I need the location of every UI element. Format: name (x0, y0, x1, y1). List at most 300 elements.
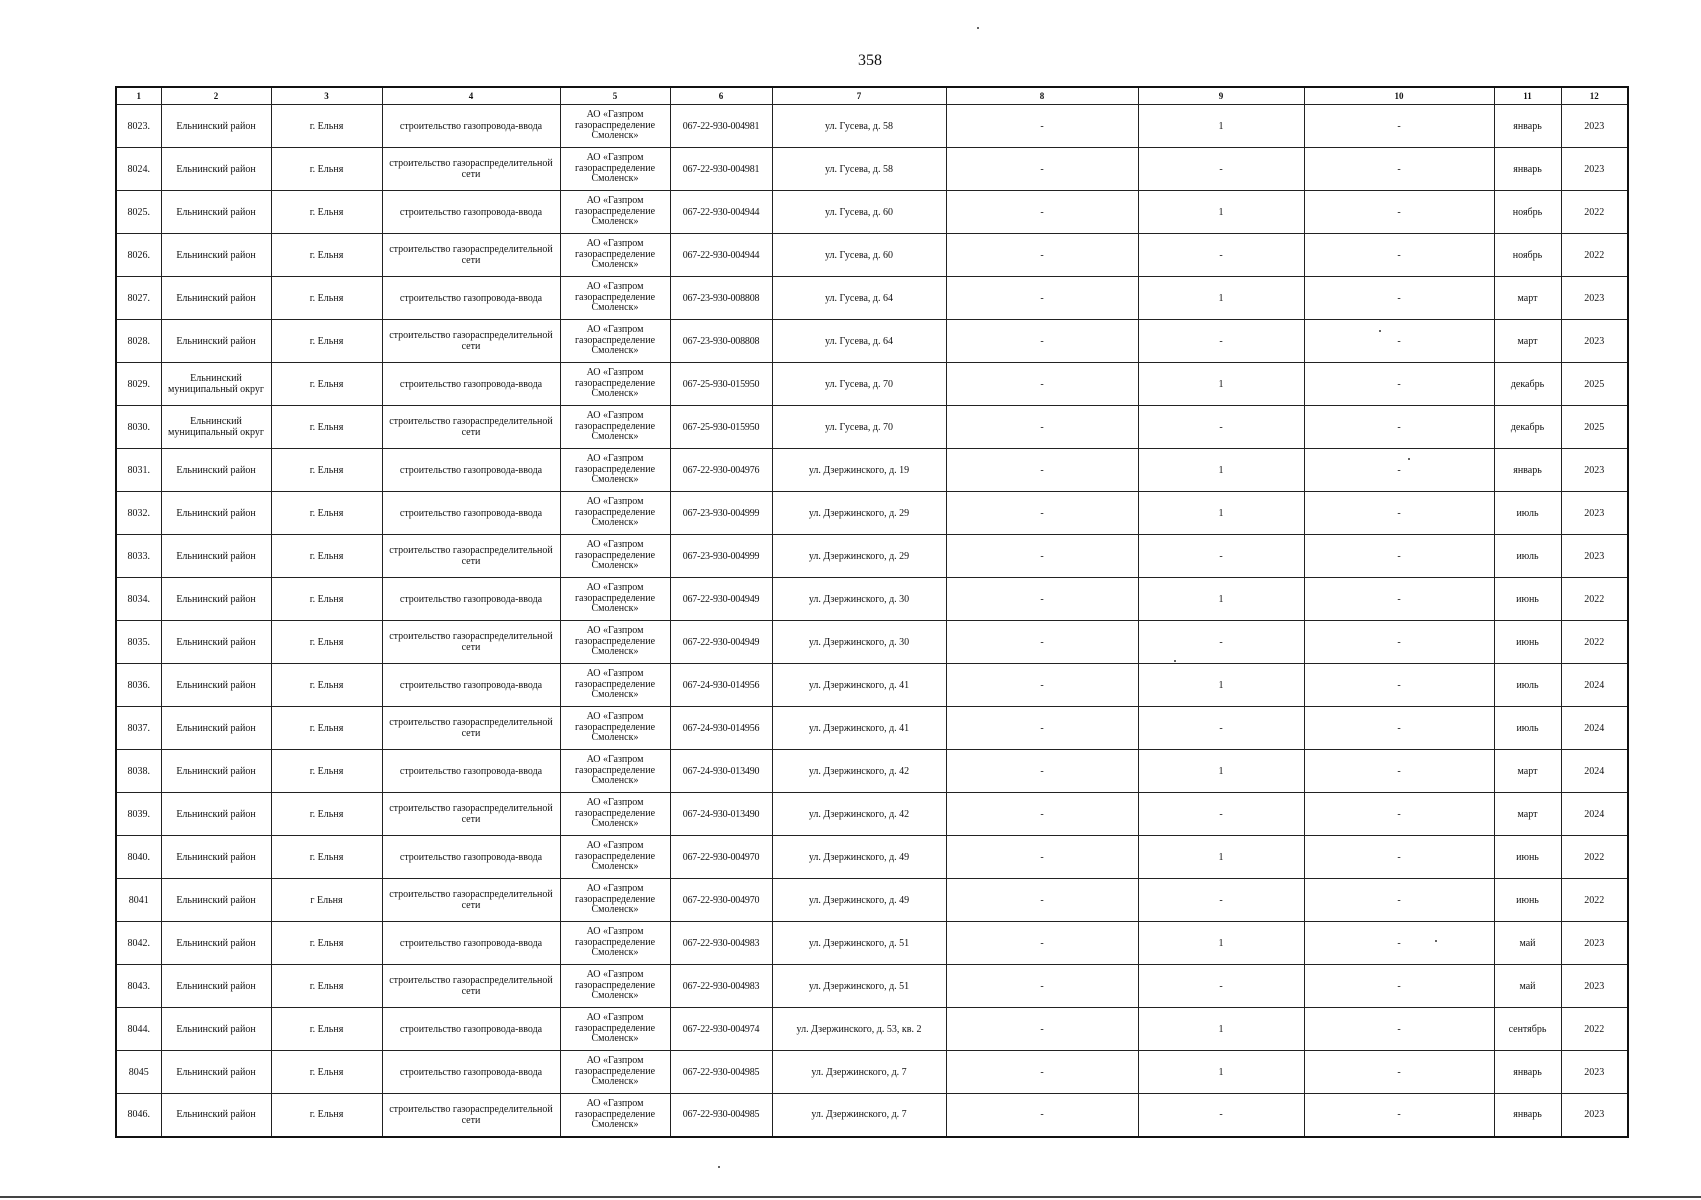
locality-cell: г. Ельня (271, 836, 382, 879)
col-9-value-cell: - (1138, 707, 1304, 750)
page-number: 358 (858, 52, 882, 69)
address-cell: ул. Гусева, д. 64 (772, 277, 946, 320)
col-10-value-cell: - (1304, 363, 1494, 406)
locality-cell: г. Ельня (271, 707, 382, 750)
col-10-value-cell: - (1304, 148, 1494, 191)
row-number-cell: 8046. (116, 1094, 161, 1137)
col-8-value-cell: - (946, 707, 1138, 750)
row-number-cell: 8034. (116, 578, 161, 621)
table-row (116, 105, 1628, 148)
col-10-value-cell: - (1304, 793, 1494, 836)
scan-speck (1408, 458, 1410, 460)
registry-code-cell: 067-22-930-004983 (670, 965, 772, 1008)
year-cell: 2025 (1561, 363, 1628, 406)
organization-cell: АО «Газпром газораспределение Смоленск» (560, 105, 670, 148)
month-cell: июнь (1494, 879, 1561, 922)
col-9-value-cell: 1 (1138, 277, 1304, 320)
col-9-value-cell: 1 (1138, 1008, 1304, 1051)
row-number-cell: 8023. (116, 105, 161, 148)
col-9-value-cell: - (1138, 320, 1304, 363)
column-header-3: 3 (271, 87, 382, 105)
district-cell: Ельнинский район (161, 1051, 271, 1094)
year-cell: 2023 (1561, 320, 1628, 363)
district-cell: Ельнинский район (161, 879, 271, 922)
table-row (116, 879, 1628, 922)
col-9-value-cell: - (1138, 621, 1304, 664)
row-number-cell: 8045 (116, 1051, 161, 1094)
work-type-cell: строительство газопровода-ввода (382, 105, 560, 148)
col-10-value-cell: - (1304, 535, 1494, 578)
district-cell: Ельнинский муниципальный округ (161, 363, 271, 406)
work-type-cell: строительство газораспределительной сети (382, 234, 560, 277)
month-cell: июль (1494, 664, 1561, 707)
table-row (116, 234, 1628, 277)
address-cell: ул. Дзержинского, д. 41 (772, 707, 946, 750)
table-row (116, 148, 1628, 191)
table-row (116, 621, 1628, 664)
month-cell: июль (1494, 492, 1561, 535)
registry-code-cell: 067-22-930-004974 (670, 1008, 772, 1051)
organization-cell: АО «Газпром газораспределение Смоленск» (560, 578, 670, 621)
table-row (116, 836, 1628, 879)
col-8-value-cell: - (946, 406, 1138, 449)
column-header-5: 5 (560, 87, 670, 105)
col-8-value-cell: - (946, 492, 1138, 535)
table-header (116, 87, 1628, 105)
table-row (116, 363, 1628, 406)
work-type-cell: строительство газораспределительной сети (382, 535, 560, 578)
address-cell: ул. Гусева, д. 64 (772, 320, 946, 363)
col-10-value-cell: - (1304, 707, 1494, 750)
locality-cell: г. Ельня (271, 965, 382, 1008)
col-9-value-cell: 1 (1138, 449, 1304, 492)
row-number-cell: 8039. (116, 793, 161, 836)
year-cell: 2022 (1561, 836, 1628, 879)
month-cell: июнь (1494, 836, 1561, 879)
col-10-value-cell: - (1304, 578, 1494, 621)
col-8-value-cell: - (946, 1008, 1138, 1051)
registry-code-cell: 067-22-930-004981 (670, 105, 772, 148)
table-row (116, 320, 1628, 363)
organization-cell: АО «Газпром газораспределение Смоленск» (560, 922, 670, 965)
table-row (116, 535, 1628, 578)
locality-cell: г. Ельня (271, 922, 382, 965)
registry-code-cell: 067-23-930-008808 (670, 277, 772, 320)
address-cell: ул. Дзержинского, д. 41 (772, 664, 946, 707)
scan-speck (1379, 330, 1381, 332)
address-cell: ул. Дзержинского, д. 42 (772, 793, 946, 836)
col-9-value-cell: - (1138, 793, 1304, 836)
row-number-cell: 8024. (116, 148, 161, 191)
address-cell: ул. Гусева, д. 58 (772, 105, 946, 148)
col-9-value-cell: 1 (1138, 191, 1304, 234)
table-row (116, 277, 1628, 320)
organization-cell: АО «Газпром газораспределение Смоленск» (560, 148, 670, 191)
year-cell: 2024 (1561, 750, 1628, 793)
registry-code-cell: 067-23-930-004999 (670, 492, 772, 535)
work-type-cell: строительство газопровода-ввода (382, 1008, 560, 1051)
district-cell: Ельнинский район (161, 836, 271, 879)
year-cell: 2023 (1561, 277, 1628, 320)
organization-cell: АО «Газпром газораспределение Смоленск» (560, 1008, 670, 1051)
col-10-value-cell: - (1304, 492, 1494, 535)
col-10-value-cell: - (1304, 621, 1494, 664)
district-cell: Ельнинский район (161, 320, 271, 363)
registry-code-cell: 067-22-930-004944 (670, 191, 772, 234)
col-9-value-cell: 1 (1138, 578, 1304, 621)
organization-cell: АО «Газпром газораспределение Смоленск» (560, 234, 670, 277)
registry-code-cell: 067-25-930-015950 (670, 406, 772, 449)
table-row (116, 492, 1628, 535)
year-cell: 2024 (1561, 793, 1628, 836)
locality-cell: г. Ельня (271, 1051, 382, 1094)
year-cell: 2022 (1561, 1008, 1628, 1051)
col-8-value-cell: - (946, 793, 1138, 836)
registry-code-cell: 067-22-930-004983 (670, 922, 772, 965)
month-cell: сентябрь (1494, 1008, 1561, 1051)
address-cell: ул. Гусева, д. 70 (772, 406, 946, 449)
col-9-value-cell: - (1138, 406, 1304, 449)
address-cell: ул. Дзержинского, д. 53, кв. 2 (772, 1008, 946, 1051)
work-type-cell: строительство газораспределительной сети (382, 793, 560, 836)
address-cell: ул. Дзержинского, д. 19 (772, 449, 946, 492)
table-row (116, 664, 1628, 707)
organization-cell: АО «Газпром газораспределение Смоленск» (560, 664, 670, 707)
district-cell: Ельнинский район (161, 449, 271, 492)
month-cell: декабрь (1494, 363, 1561, 406)
locality-cell: г. Ельня (271, 406, 382, 449)
organization-cell: АО «Газпром газораспределение Смоленск» (560, 277, 670, 320)
organization-cell: АО «Газпром газораспределение Смоленск» (560, 965, 670, 1008)
work-type-cell: строительство газопровода-ввода (382, 363, 560, 406)
registry-table (115, 86, 1629, 1138)
column-header-12: 12 (1561, 87, 1628, 105)
column-header-6: 6 (670, 87, 772, 105)
month-cell: июль (1494, 707, 1561, 750)
year-cell: 2023 (1561, 965, 1628, 1008)
col-8-value-cell: - (946, 535, 1138, 578)
table-row (116, 1094, 1628, 1137)
organization-cell: АО «Газпром газораспределение Смоленск» (560, 793, 670, 836)
year-cell: 2022 (1561, 879, 1628, 922)
district-cell: Ельнинский район (161, 1008, 271, 1051)
district-cell: Ельнинский район (161, 492, 271, 535)
district-cell: Ельнинский район (161, 578, 271, 621)
column-header-8: 8 (946, 87, 1138, 105)
work-type-cell: строительство газопровода-ввода (382, 449, 560, 492)
column-header-10: 10 (1304, 87, 1494, 105)
organization-cell: АО «Газпром газораспределение Смоленск» (560, 1094, 670, 1137)
column-header-11: 11 (1494, 87, 1561, 105)
district-cell: Ельнинский район (161, 234, 271, 277)
row-number-cell: 8026. (116, 234, 161, 277)
registry-code-cell: 067-22-930-004985 (670, 1094, 772, 1137)
col-8-value-cell: - (946, 836, 1138, 879)
address-cell: ул. Дзержинского, д. 51 (772, 922, 946, 965)
year-cell: 2022 (1561, 191, 1628, 234)
registry-code-cell: 067-22-930-004985 (670, 1051, 772, 1094)
year-cell: 2023 (1561, 535, 1628, 578)
col-10-value-cell: - (1304, 406, 1494, 449)
locality-cell: г. Ельня (271, 277, 382, 320)
scan-speck (718, 1166, 720, 1168)
col-10-value-cell: - (1304, 1051, 1494, 1094)
row-number-cell: 8032. (116, 492, 161, 535)
organization-cell: АО «Газпром газораспределение Смоленск» (560, 363, 670, 406)
registry-code-cell: 067-22-930-004944 (670, 234, 772, 277)
locality-cell: г. Ельня (271, 621, 382, 664)
locality-cell: г. Ельня (271, 449, 382, 492)
registry-code-cell: 067-24-930-014956 (670, 664, 772, 707)
locality-cell: г. Ельня (271, 234, 382, 277)
month-cell: май (1494, 922, 1561, 965)
table-row (116, 449, 1628, 492)
month-cell: март (1494, 277, 1561, 320)
row-number-cell: 8041 (116, 879, 161, 922)
month-cell: март (1494, 750, 1561, 793)
work-type-cell: строительство газопровода-ввода (382, 922, 560, 965)
locality-cell: г. Ельня (271, 750, 382, 793)
row-number-cell: 8044. (116, 1008, 161, 1051)
col-8-value-cell: - (946, 1051, 1138, 1094)
row-number-cell: 8027. (116, 277, 161, 320)
header-row (116, 87, 1628, 105)
registry-code-cell: 067-22-930-004949 (670, 621, 772, 664)
address-cell: ул. Дзержинского, д. 51 (772, 965, 946, 1008)
col-10-value-cell: - (1304, 105, 1494, 148)
table-row (116, 1008, 1628, 1051)
work-type-cell: строительство газораспределительной сети (382, 621, 560, 664)
col-10-value-cell: - (1304, 449, 1494, 492)
address-cell: ул. Дзержинского, д. 30 (772, 578, 946, 621)
locality-cell: г. Ельня (271, 1094, 382, 1137)
locality-cell: г. Ельня (271, 664, 382, 707)
address-cell: ул. Гусева, д. 58 (772, 148, 946, 191)
locality-cell: г. Ельня (271, 578, 382, 621)
month-cell: январь (1494, 105, 1561, 148)
district-cell: Ельнинский район (161, 707, 271, 750)
table-row (116, 191, 1628, 234)
row-number-cell: 8033. (116, 535, 161, 578)
district-cell: Ельнинский район (161, 793, 271, 836)
locality-cell: г. Ельня (271, 535, 382, 578)
locality-cell: г. Ельня (271, 191, 382, 234)
col-9-value-cell: 1 (1138, 1051, 1304, 1094)
registry-code-cell: 067-22-930-004976 (670, 449, 772, 492)
table-row (116, 578, 1628, 621)
col-10-value-cell: - (1304, 750, 1494, 793)
table-row (116, 1051, 1628, 1094)
registry-code-cell: 067-24-930-013490 (670, 793, 772, 836)
col-10-value-cell: - (1304, 965, 1494, 1008)
month-cell: январь (1494, 1051, 1561, 1094)
work-type-cell: строительство газопровода-ввода (382, 664, 560, 707)
registry-code-cell: 067-24-930-013490 (670, 750, 772, 793)
table-row (116, 707, 1628, 750)
year-cell: 2025 (1561, 406, 1628, 449)
row-number-cell: 8035. (116, 621, 161, 664)
col-10-value-cell: - (1304, 922, 1494, 965)
col-9-value-cell: 1 (1138, 105, 1304, 148)
col-10-value-cell: - (1304, 1008, 1494, 1051)
row-number-cell: 8036. (116, 664, 161, 707)
work-type-cell: строительство газораспределительной сети (382, 320, 560, 363)
district-cell: Ельнинский муниципальный округ (161, 406, 271, 449)
col-8-value-cell: - (946, 234, 1138, 277)
col-8-value-cell: - (946, 621, 1138, 664)
district-cell: Ельнинский район (161, 105, 271, 148)
month-cell: март (1494, 793, 1561, 836)
work-type-cell: строительство газопровода-ввода (382, 836, 560, 879)
work-type-cell: строительство газораспределительной сети (382, 406, 560, 449)
col-9-value-cell: - (1138, 535, 1304, 578)
organization-cell: АО «Газпром газораспределение Смоленск» (560, 320, 670, 363)
organization-cell: АО «Газпром газораспределение Смоленск» (560, 836, 670, 879)
district-cell: Ельнинский район (161, 922, 271, 965)
col-8-value-cell: - (946, 277, 1138, 320)
col-10-value-cell: - (1304, 320, 1494, 363)
organization-cell: АО «Газпром газораспределение Смоленск» (560, 1051, 670, 1094)
organization-cell: АО «Газпром газораспределение Смоленск» (560, 707, 670, 750)
year-cell: 2023 (1561, 449, 1628, 492)
locality-cell: г. Ельня (271, 148, 382, 191)
work-type-cell: строительство газораспределительной сети (382, 148, 560, 191)
district-cell: Ельнинский район (161, 664, 271, 707)
col-8-value-cell: - (946, 578, 1138, 621)
month-cell: июнь (1494, 578, 1561, 621)
locality-cell: г. Ельня (271, 105, 382, 148)
row-number-cell: 8042. (116, 922, 161, 965)
month-cell: июнь (1494, 621, 1561, 664)
registry-code-cell: 067-22-930-004981 (670, 148, 772, 191)
col-9-value-cell: 1 (1138, 363, 1304, 406)
address-cell: ул. Дзержинского, д. 29 (772, 492, 946, 535)
col-8-value-cell: - (946, 449, 1138, 492)
month-cell: май (1494, 965, 1561, 1008)
address-cell: ул. Дзержинского, д. 42 (772, 750, 946, 793)
locality-cell: г. Ельня (271, 793, 382, 836)
year-cell: 2022 (1561, 234, 1628, 277)
year-cell: 2022 (1561, 621, 1628, 664)
locality-cell: г Ельня (271, 879, 382, 922)
year-cell: 2023 (1561, 922, 1628, 965)
col-10-value-cell: - (1304, 1094, 1494, 1137)
month-cell: январь (1494, 1094, 1561, 1137)
row-number-cell: 8038. (116, 750, 161, 793)
table-row (116, 750, 1628, 793)
organization-cell: АО «Газпром газораспределение Смоленск» (560, 406, 670, 449)
registry-code-cell: 067-22-930-004970 (670, 879, 772, 922)
col-10-value-cell: - (1304, 191, 1494, 234)
registry-code-cell: 067-25-930-015950 (670, 363, 772, 406)
column-header-7: 7 (772, 87, 946, 105)
scan-bottom-edge (0, 1196, 1701, 1198)
table-row (116, 965, 1628, 1008)
col-8-value-cell: - (946, 320, 1138, 363)
table-row (116, 406, 1628, 449)
col-9-value-cell: 1 (1138, 492, 1304, 535)
organization-cell: АО «Газпром газораспределение Смоленск» (560, 879, 670, 922)
row-number-cell: 8040. (116, 836, 161, 879)
locality-cell: г. Ельня (271, 1008, 382, 1051)
work-type-cell: строительство газопровода-ввода (382, 1051, 560, 1094)
col-9-value-cell: 1 (1138, 922, 1304, 965)
registry-code-cell: 067-24-930-014956 (670, 707, 772, 750)
col-9-value-cell: 1 (1138, 664, 1304, 707)
col-9-value-cell: - (1138, 234, 1304, 277)
year-cell: 2023 (1561, 492, 1628, 535)
address-cell: ул. Гусева, д. 60 (772, 234, 946, 277)
table-row (116, 922, 1628, 965)
scan-speck (1435, 940, 1437, 942)
locality-cell: г. Ельня (271, 320, 382, 363)
work-type-cell: строительство газопровода-ввода (382, 277, 560, 320)
address-cell: ул. Дзержинского, д. 30 (772, 621, 946, 664)
year-cell: 2023 (1561, 105, 1628, 148)
col-8-value-cell: - (946, 1094, 1138, 1137)
year-cell: 2024 (1561, 664, 1628, 707)
year-cell: 2023 (1561, 1051, 1628, 1094)
col-9-value-cell: - (1138, 965, 1304, 1008)
address-cell: ул. Дзержинского, д. 49 (772, 836, 946, 879)
district-cell: Ельнинский район (161, 277, 271, 320)
organization-cell: АО «Газпром газораспределение Смоленск» (560, 750, 670, 793)
col-9-value-cell: - (1138, 1094, 1304, 1137)
registry-code-cell: 067-23-930-004999 (670, 535, 772, 578)
work-type-cell: строительство газораспределительной сети (382, 1094, 560, 1137)
column-header-4: 4 (382, 87, 560, 105)
col-9-value-cell: - (1138, 879, 1304, 922)
column-header-2: 2 (161, 87, 271, 105)
work-type-cell: строительство газопровода-ввода (382, 492, 560, 535)
organization-cell: АО «Газпром газораспределение Смоленск» (560, 449, 670, 492)
address-cell: ул. Дзержинского, д. 7 (772, 1094, 946, 1137)
col-9-value-cell: - (1138, 148, 1304, 191)
organization-cell: АО «Газпром газораспределение Смоленск» (560, 621, 670, 664)
col-9-value-cell: 1 (1138, 750, 1304, 793)
work-type-cell: строительство газораспределительной сети (382, 965, 560, 1008)
table-body (116, 105, 1628, 1137)
work-type-cell: строительство газопровода-ввода (382, 750, 560, 793)
district-cell: Ельнинский район (161, 965, 271, 1008)
column-header-9: 9 (1138, 87, 1304, 105)
address-cell: ул. Дзержинского, д. 49 (772, 879, 946, 922)
work-type-cell: строительство газораспределительной сети (382, 879, 560, 922)
col-8-value-cell: - (946, 363, 1138, 406)
col-8-value-cell: - (946, 965, 1138, 1008)
col-10-value-cell: - (1304, 879, 1494, 922)
year-cell: 2023 (1561, 148, 1628, 191)
column-header-1: 1 (116, 87, 161, 105)
col-8-value-cell: - (946, 105, 1138, 148)
row-number-cell: 8030. (116, 406, 161, 449)
col-8-value-cell: - (946, 922, 1138, 965)
district-cell: Ельнинский район (161, 191, 271, 234)
registry-code-cell: 067-22-930-004970 (670, 836, 772, 879)
col-8-value-cell: - (946, 750, 1138, 793)
locality-cell: г. Ельня (271, 492, 382, 535)
month-cell: январь (1494, 449, 1561, 492)
row-number-cell: 8043. (116, 965, 161, 1008)
month-cell: январь (1494, 148, 1561, 191)
month-cell: ноябрь (1494, 234, 1561, 277)
organization-cell: АО «Газпром газораспределение Смоленск» (560, 535, 670, 578)
col-10-value-cell: - (1304, 277, 1494, 320)
month-cell: март (1494, 320, 1561, 363)
address-cell: ул. Гусева, д. 70 (772, 363, 946, 406)
year-cell: 2023 (1561, 1094, 1628, 1137)
row-number-cell: 8028. (116, 320, 161, 363)
